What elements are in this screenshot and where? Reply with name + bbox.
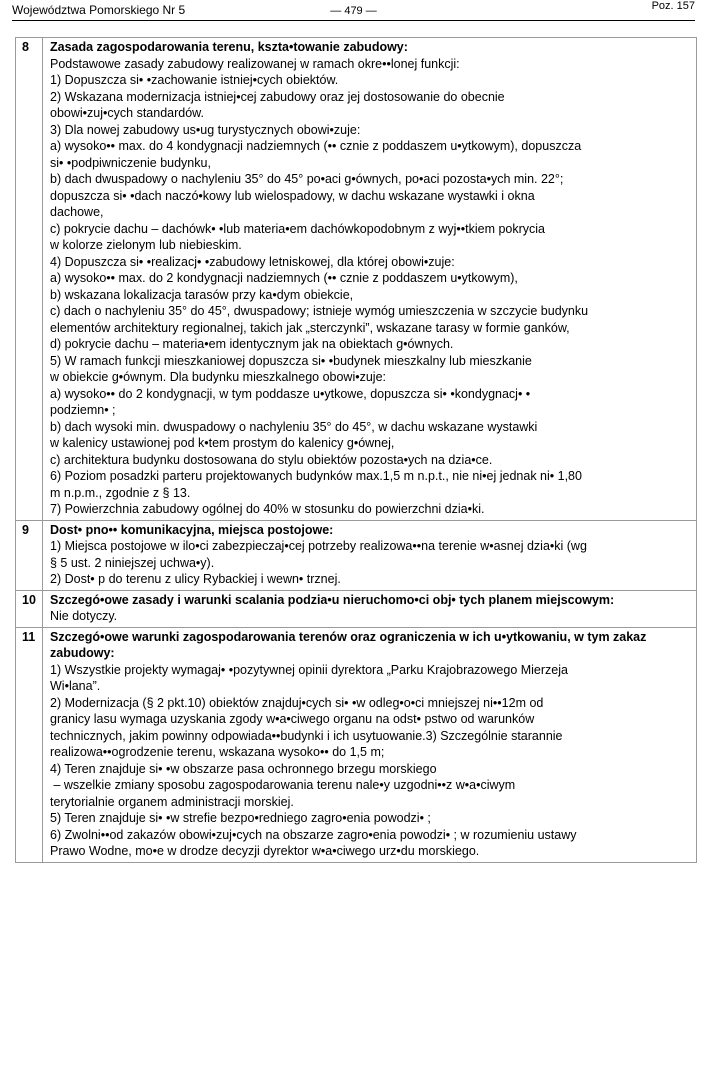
text-line: elementów architektury regionalnej, takich jak „sterczynki”, wskazane tarasy w formie ganków, bbox=[50, 320, 570, 335]
text-line: c) dach o nachyleniu 35° do 45°, dwuspadowy; istnieje wymóg umieszczenia w szczycie budynku bbox=[50, 304, 589, 318]
text-line: podziemn• ; bbox=[50, 403, 116, 417]
text-line: si• •podpiwniczenie budynku, bbox=[50, 155, 211, 170]
text-line: Podstawowe zasady zabudowy realizowanej w ramach okre••lonej funkcji: bbox=[50, 56, 460, 71]
text-line: a) wysoko•• max. do 4 kondygnacji nadziemnych (•• cznie z poddaszem u•ytkowym), dopuszcza bbox=[50, 139, 582, 153]
text-line: Wi•lana”. bbox=[50, 679, 101, 693]
text-line: § 5 ust. 2 niniejszej uchwa•y). bbox=[50, 555, 215, 570]
text-line: 2) Wskazana modernizacja istniej•cej zabudowy oraz jej dostosowanie do obecnie bbox=[50, 89, 505, 104]
text-line: w kalenicy ustawionej pod k•tem prostym do kalenicy g•ównej, bbox=[50, 436, 395, 450]
text-line: dachowe, bbox=[50, 205, 104, 219]
row-number: 8 bbox=[16, 38, 43, 521]
text-line: c) pokrycie dachu – dachówk• •lub materia•em dachówkopodobnym z wyj••tkiem pokrycia bbox=[50, 221, 546, 236]
text-line: technicznych, jakim powinny odpowiada••budynki i ich usytuowanie.3) Szczególnie starannie bbox=[50, 728, 563, 743]
table-row bbox=[16, 38, 697, 521]
text-line: a) wysoko•• do 2 kondygnacji, w tym poddasze u•ytkowe, dopuszcza si• •kondygnacj• • bbox=[50, 386, 531, 401]
text-line: 5) W ramach funkcji mieszkaniowej dopuszcza si• •budynek mieszkalny lub mieszkanie bbox=[50, 353, 532, 368]
page-number: — 479 — bbox=[330, 5, 377, 17]
text-line: b) dach dwuspadowy o nachyleniu 35° do 45° po•aci g•ównych, po•aci pozosta•ych min. 22°; bbox=[50, 172, 564, 186]
provisions-table bbox=[15, 37, 697, 863]
text-line: 2) Dost• p do terenu z ulicy Rybackiej i wewn• trznej. bbox=[50, 572, 341, 586]
text-line: terytorialnie organem administracji morskiej. bbox=[50, 794, 294, 809]
text-line: 4) Teren znajduje si• •w obszarze pasa ochronnego brzegu morskiego bbox=[50, 761, 437, 776]
row-number: 11 bbox=[16, 627, 43, 862]
text-line: granicy lasu wymaga uzyskania zgody w•a•ciwego organu na odst• pstwo od warunków bbox=[50, 712, 535, 726]
row-content bbox=[43, 520, 697, 590]
row-title: Szczegó•owe zasady i warunki scalania podzia•u nieruchomo•ci obj• tych planem miejscowym: bbox=[50, 592, 615, 607]
text-line: 1) Miejsca postojowe w ilo•ci zabezpieczaj•cej potrzeby realizowa••na terenie w•asnej dzia•ki (wg bbox=[50, 539, 587, 553]
table-row bbox=[16, 520, 697, 590]
text-line: w kolorze zielonym lub niebieskim. bbox=[50, 238, 242, 252]
row-content bbox=[43, 627, 697, 862]
row-title: Szczegó•owe warunki zagospodarowania terenów oraz ograniczenia w ich u•ytkowaniu, w tym zakaz zabudowy: bbox=[50, 629, 650, 660]
position-number: Poz. 157 bbox=[651, 0, 695, 12]
text-line: 5) Teren znajduje si• •w strefie bezpo•redniego zagro•enia powodzi• ; bbox=[50, 811, 431, 825]
row-title: Zasada zagospodarowania terenu, kszta•towanie zabudowy: bbox=[50, 40, 408, 54]
table-row bbox=[16, 590, 697, 627]
table-row bbox=[16, 627, 697, 862]
text-line: 4) Dopuszcza si• •realizacj• •zabudowy letniskowej, dla której obowi•zuje: bbox=[50, 254, 455, 269]
text-line: 6) Zwolni••od zakazów obowi•zuj•cych na obszarze zagro•enia powodzi• ; w rozumieniu ustawy bbox=[50, 827, 577, 842]
text-line: Nie dotyczy. bbox=[50, 609, 118, 623]
text-line: 1) Wszystkie projekty wymagaj• •pozytywnej opinii dyrektora „Parku Krajobrazowego Mierzeja bbox=[50, 662, 568, 677]
text-line: 6) Poziom posadzki parteru projektowanych budynków max.1,5 m n.p.t., nie ni•ej jednak ni• 1,80 bbox=[50, 469, 582, 483]
row-content bbox=[43, 38, 697, 521]
text-line: dopuszcza si• •dach naczó•kowy lub wielospadowy, w dachu wskazane wystawki i okna bbox=[50, 188, 535, 203]
text-line: Prawo Wodne, mo•e w drodze decyzji dyrektor w•a•ciwego urz•du morskiego. bbox=[50, 844, 480, 858]
page-header bbox=[12, 0, 695, 21]
text-line: realizowa••ogrodzenie terenu, wskazana wysoko•• do 1,5 m; bbox=[50, 745, 385, 759]
text-line: m n.p.m., zgodnie z § 13. bbox=[50, 485, 191, 500]
text-line: 7) Powierzchnia zabudowy ogólnej do 40% w stosunku do powierzchni dzia•ki. bbox=[50, 502, 485, 516]
text-line: – wszelkie zmiany sposobu zagospodarowania terenu nale•y uzgodni••z w•a•ciwym bbox=[50, 778, 516, 792]
journal-title: Województwa Pomorskiego Nr 5 bbox=[12, 3, 186, 17]
row-content bbox=[43, 590, 697, 627]
row-number: 9 bbox=[16, 520, 43, 590]
text-line: a) wysoko•• max. do 2 kondygnacji nadziemnych (•• cznie z poddaszem u•ytkowym), bbox=[50, 271, 518, 285]
row-number: 10 bbox=[16, 590, 43, 627]
text-line: b) dach wysoki min. dwuspadowy o nachyleniu 35° do 45°, w dachu wskazane wystawki bbox=[50, 419, 538, 434]
text-line: 2) Modernizacja (§ 2 pkt.10) obiektów znajduj•cych si• •w odleg•o•ci mniejszej ni••12m od bbox=[50, 695, 544, 710]
text-line: b) wskazana lokalizacja tarasów przy ka•dym obiekcie, bbox=[50, 287, 354, 302]
text-line: w obiekcie g•ównym. Dla budynku mieszkalnego obowi•zuje: bbox=[50, 370, 387, 384]
text-line: d) pokrycie dachu – materia•em identycznym jak na obiektach g•ównych. bbox=[50, 337, 454, 351]
text-line: obowi•zuj•cych standardów. bbox=[50, 106, 204, 120]
row-title: Dost• pno•• komunikacyjna, miejsca postojowe: bbox=[50, 522, 334, 537]
text-line: 1) Dopuszcza si• •zachowanie istniej•cych obiektów. bbox=[50, 73, 339, 87]
text-line: c) architektura budynku dostosowana do stylu obiektów pozosta•ych na dzia•ce. bbox=[50, 452, 493, 467]
text-line: 3) Dla nowej zabudowy us•ug turystycznych obowi•zuje: bbox=[50, 122, 361, 137]
